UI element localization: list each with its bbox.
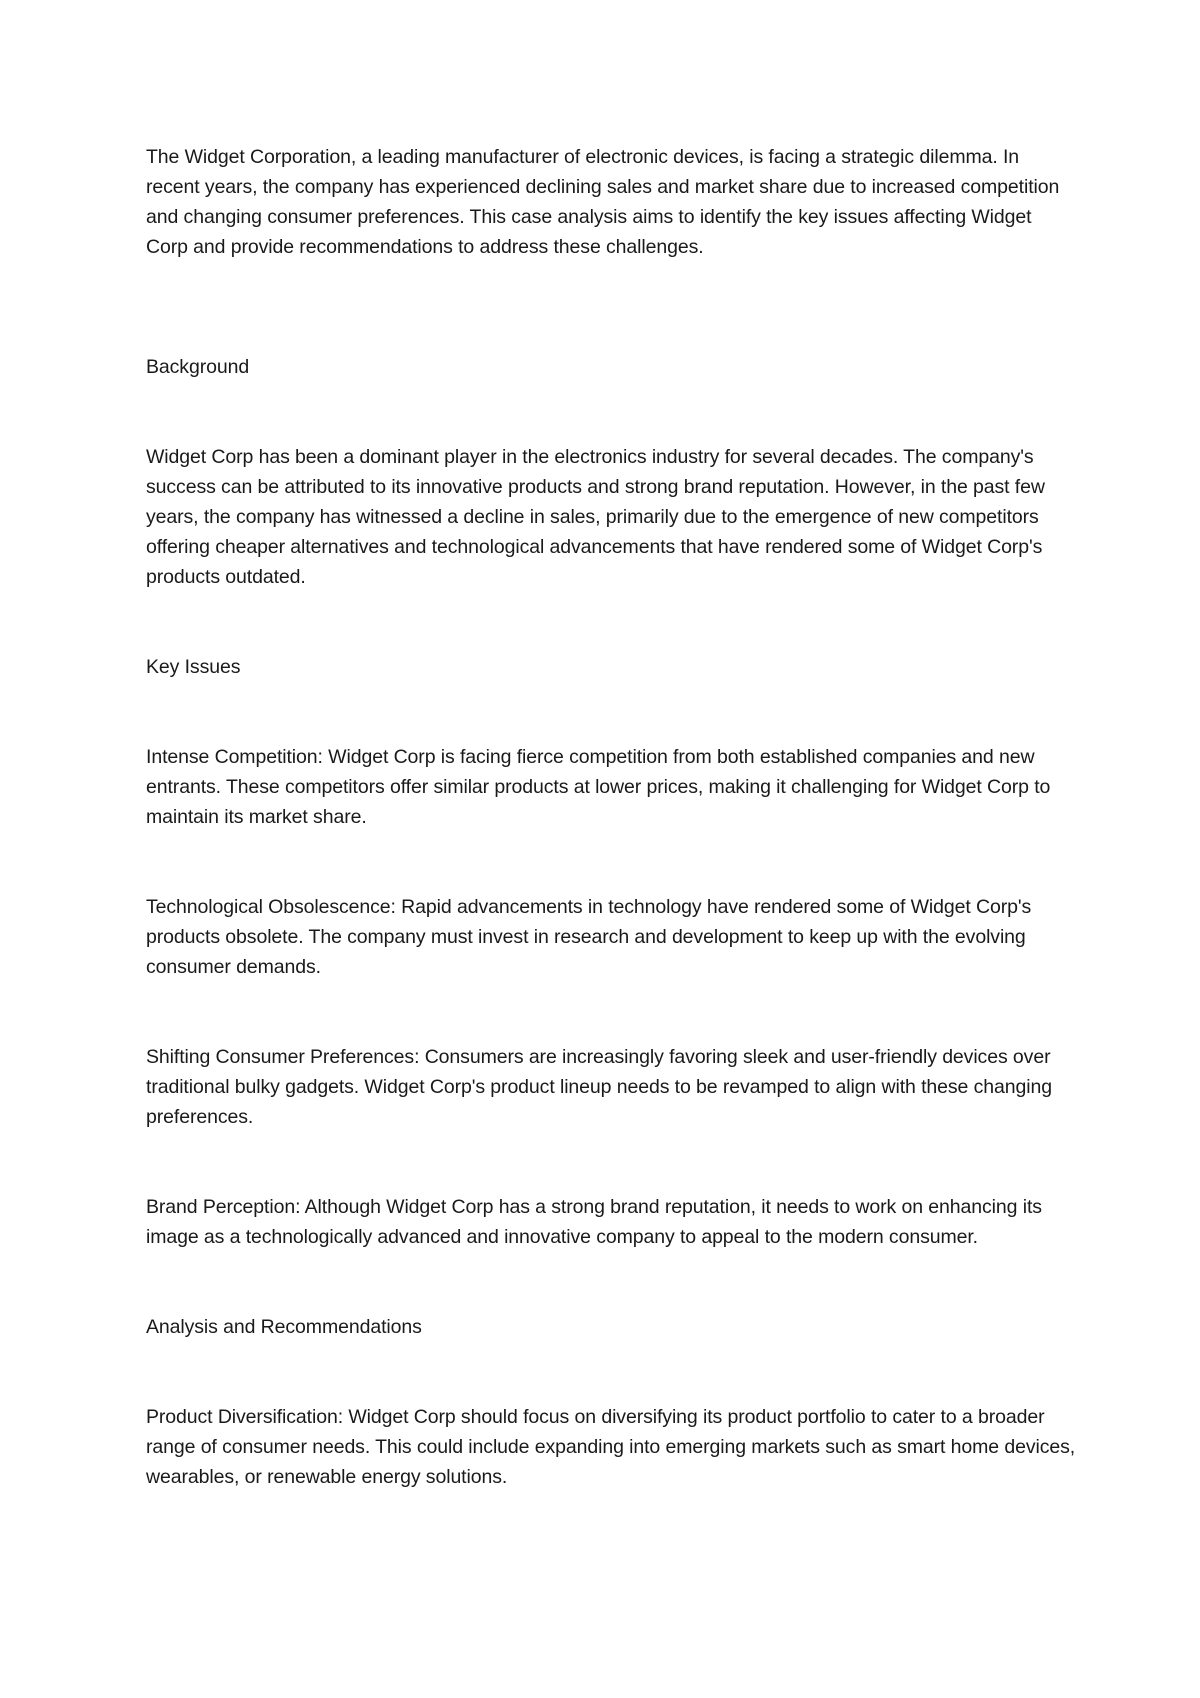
- key-issues-heading: Key Issues: [146, 656, 241, 678]
- recommendation-diversification: Product Diversification: Widget Corp should focus on diversifying its product portfolio to cater to a broader range of consumer needs. This could include expanding into emerging markets such as smart home devices, wearables, or renewable energy solutions.: [146, 1406, 1076, 1488]
- background-paragraph: Widget Corp has been a dominant player in the electronics industry for several decades. The company's success can be attributed to its innovative products and strong brand reputation. However, in the past few years, the company has witnessed a decline in sales, primarily due to the emergence of new competitors offering cheaper alternatives and technological advancements that have rendered some of Widget Corp's products outdated.: [146, 446, 1045, 588]
- key-issue-competition: Intense Competition: Widget Corp is facing fierce competition from both established companies and new entrants. These competitors offer similar products at lower prices, making it challenging for Widget Corp to maintain its market share.: [146, 746, 1051, 828]
- key-issue-preferences: Shifting Consumer Preferences: Consumers are increasingly favoring sleek and user-friendly devices over traditional bulky gadgets. Widget Corp's product lineup needs to be revamped to align with these changing preferences.: [146, 1046, 1052, 1128]
- background-heading: Background: [146, 356, 250, 378]
- document-body: [146, 142, 1076, 1492]
- key-issue-obsolescence: Technological Obsolescence: Rapid advancements in technology have rendered some of Widget Corp's products obsolete. The company must invest in research and development to keep up with the evolving consumer demands.: [146, 896, 1032, 978]
- intro-paragraph: The Widget Corporation, a leading manufacturer of electronic devices, is facing a strategic dilemma. In recent years, the company has experienced declining sales and market share due to increased competition and changing consumer preferences. This case analysis aims to identify the key issues affecting Widget Corp and provide recommendations to address these challenges.: [146, 146, 1060, 258]
- key-issue-brand: Brand Perception: Although Widget Corp has a strong brand reputation, it needs to work on enhancing its image as a technologically advanced and innovative company to appeal to the modern consumer.: [146, 1196, 1042, 1248]
- analysis-heading: Analysis and Recommendations: [146, 1316, 422, 1338]
